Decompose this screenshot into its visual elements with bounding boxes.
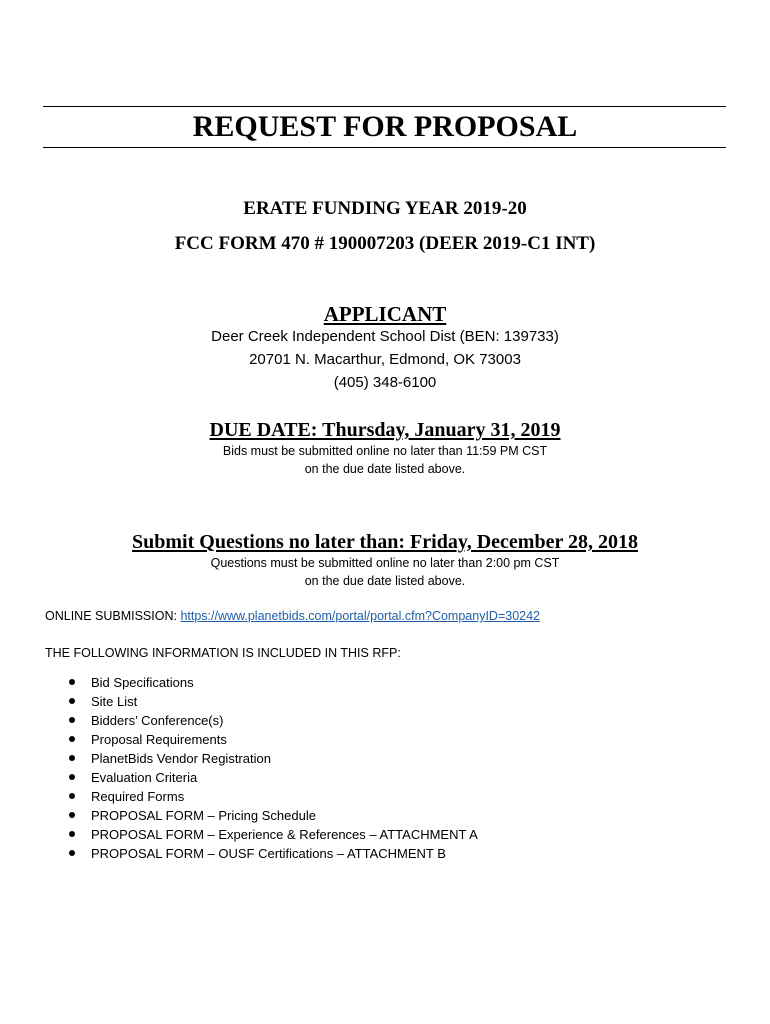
included-info-item-label: PROPOSAL FORM – Experience & References – ATTACHMENT A: [91, 827, 478, 842]
bullet-icon: [69, 831, 75, 837]
included-info-item-label: Bidders’ Conference(s): [91, 713, 224, 728]
included-info-item-label: Site List: [91, 694, 138, 709]
online-submission-label: ONLINE SUBMISSION:: [45, 609, 181, 623]
due-date-heading-text: DUE DATE: Thursday, January 31, 2019: [209, 419, 561, 441]
applicant-phone: (405) 348-6100: [333, 374, 437, 391]
funding-year-subtitle: ERATE FUNDING YEAR 2019-20: [243, 198, 527, 219]
title-top-rule: [43, 106, 726, 107]
bullet-icon: [69, 679, 75, 685]
bullet-icon: [69, 793, 75, 799]
applicant-heading: [0, 302, 770, 326]
due-date-heading: [0, 418, 770, 442]
bullet-icon: [69, 736, 75, 742]
included-info-item-label: Bid Specifications: [91, 675, 194, 690]
questions-deadline-heading: [0, 530, 770, 554]
online-submission: [45, 609, 540, 624]
applicant-address: 20701 N. Macarthur, Edmond, OK 73003: [249, 351, 521, 368]
questions-note-line-2: on the due date listed above.: [304, 574, 466, 588]
included-info-item-label: PROPOSAL FORM – OUSF Certifications – ATTACHMENT B: [91, 846, 446, 861]
bullet-icon: [69, 850, 75, 856]
applicant-name: Deer Creek Independent School Dist (BEN: 139733): [211, 328, 559, 345]
included-info-item-label: PlanetBids Vendor Registration: [91, 751, 271, 766]
included-info-item-label: Evaluation Criteria: [91, 770, 198, 785]
bullet-icon: [69, 812, 75, 818]
fcc-form-subtitle: FCC FORM 470 # 190007203 (DEER 2019-C1 INT): [174, 233, 596, 254]
bullet-icon: [69, 755, 75, 761]
included-info-item-label: Proposal Requirements: [91, 732, 227, 747]
included-info-item-label: Required Forms: [91, 789, 185, 804]
page-title: REQUEST FOR PROPOSAL: [192, 110, 578, 143]
applicant-heading-text: APPLICANT: [323, 302, 447, 326]
bullet-icon: [69, 774, 75, 780]
online-submission-link[interactable]: https://www.planetbids.com/portal/portal.cfm?CompanyID=30242: [180, 609, 541, 623]
bullet-icon: [69, 717, 75, 723]
due-date-note-line-2: on the due date listed above.: [304, 462, 466, 476]
questions-deadline-heading-text: Submit Questions no later than: Friday, December 28, 2018: [132, 531, 638, 553]
bullet-icon: [69, 698, 75, 704]
included-info-heading: THE FOLLOWING INFORMATION IS INCLUDED IN THIS RFP:: [45, 646, 401, 660]
questions-note-line-1: Questions must be submitted online no later than 2:00 pm CST: [210, 556, 560, 570]
title-bottom-rule: [43, 147, 726, 148]
due-date-note-line-1: Bids must be submitted online no later than 11:59 PM CST: [222, 444, 548, 458]
included-info-item-label: PROPOSAL FORM – Pricing Schedule: [91, 808, 316, 823]
